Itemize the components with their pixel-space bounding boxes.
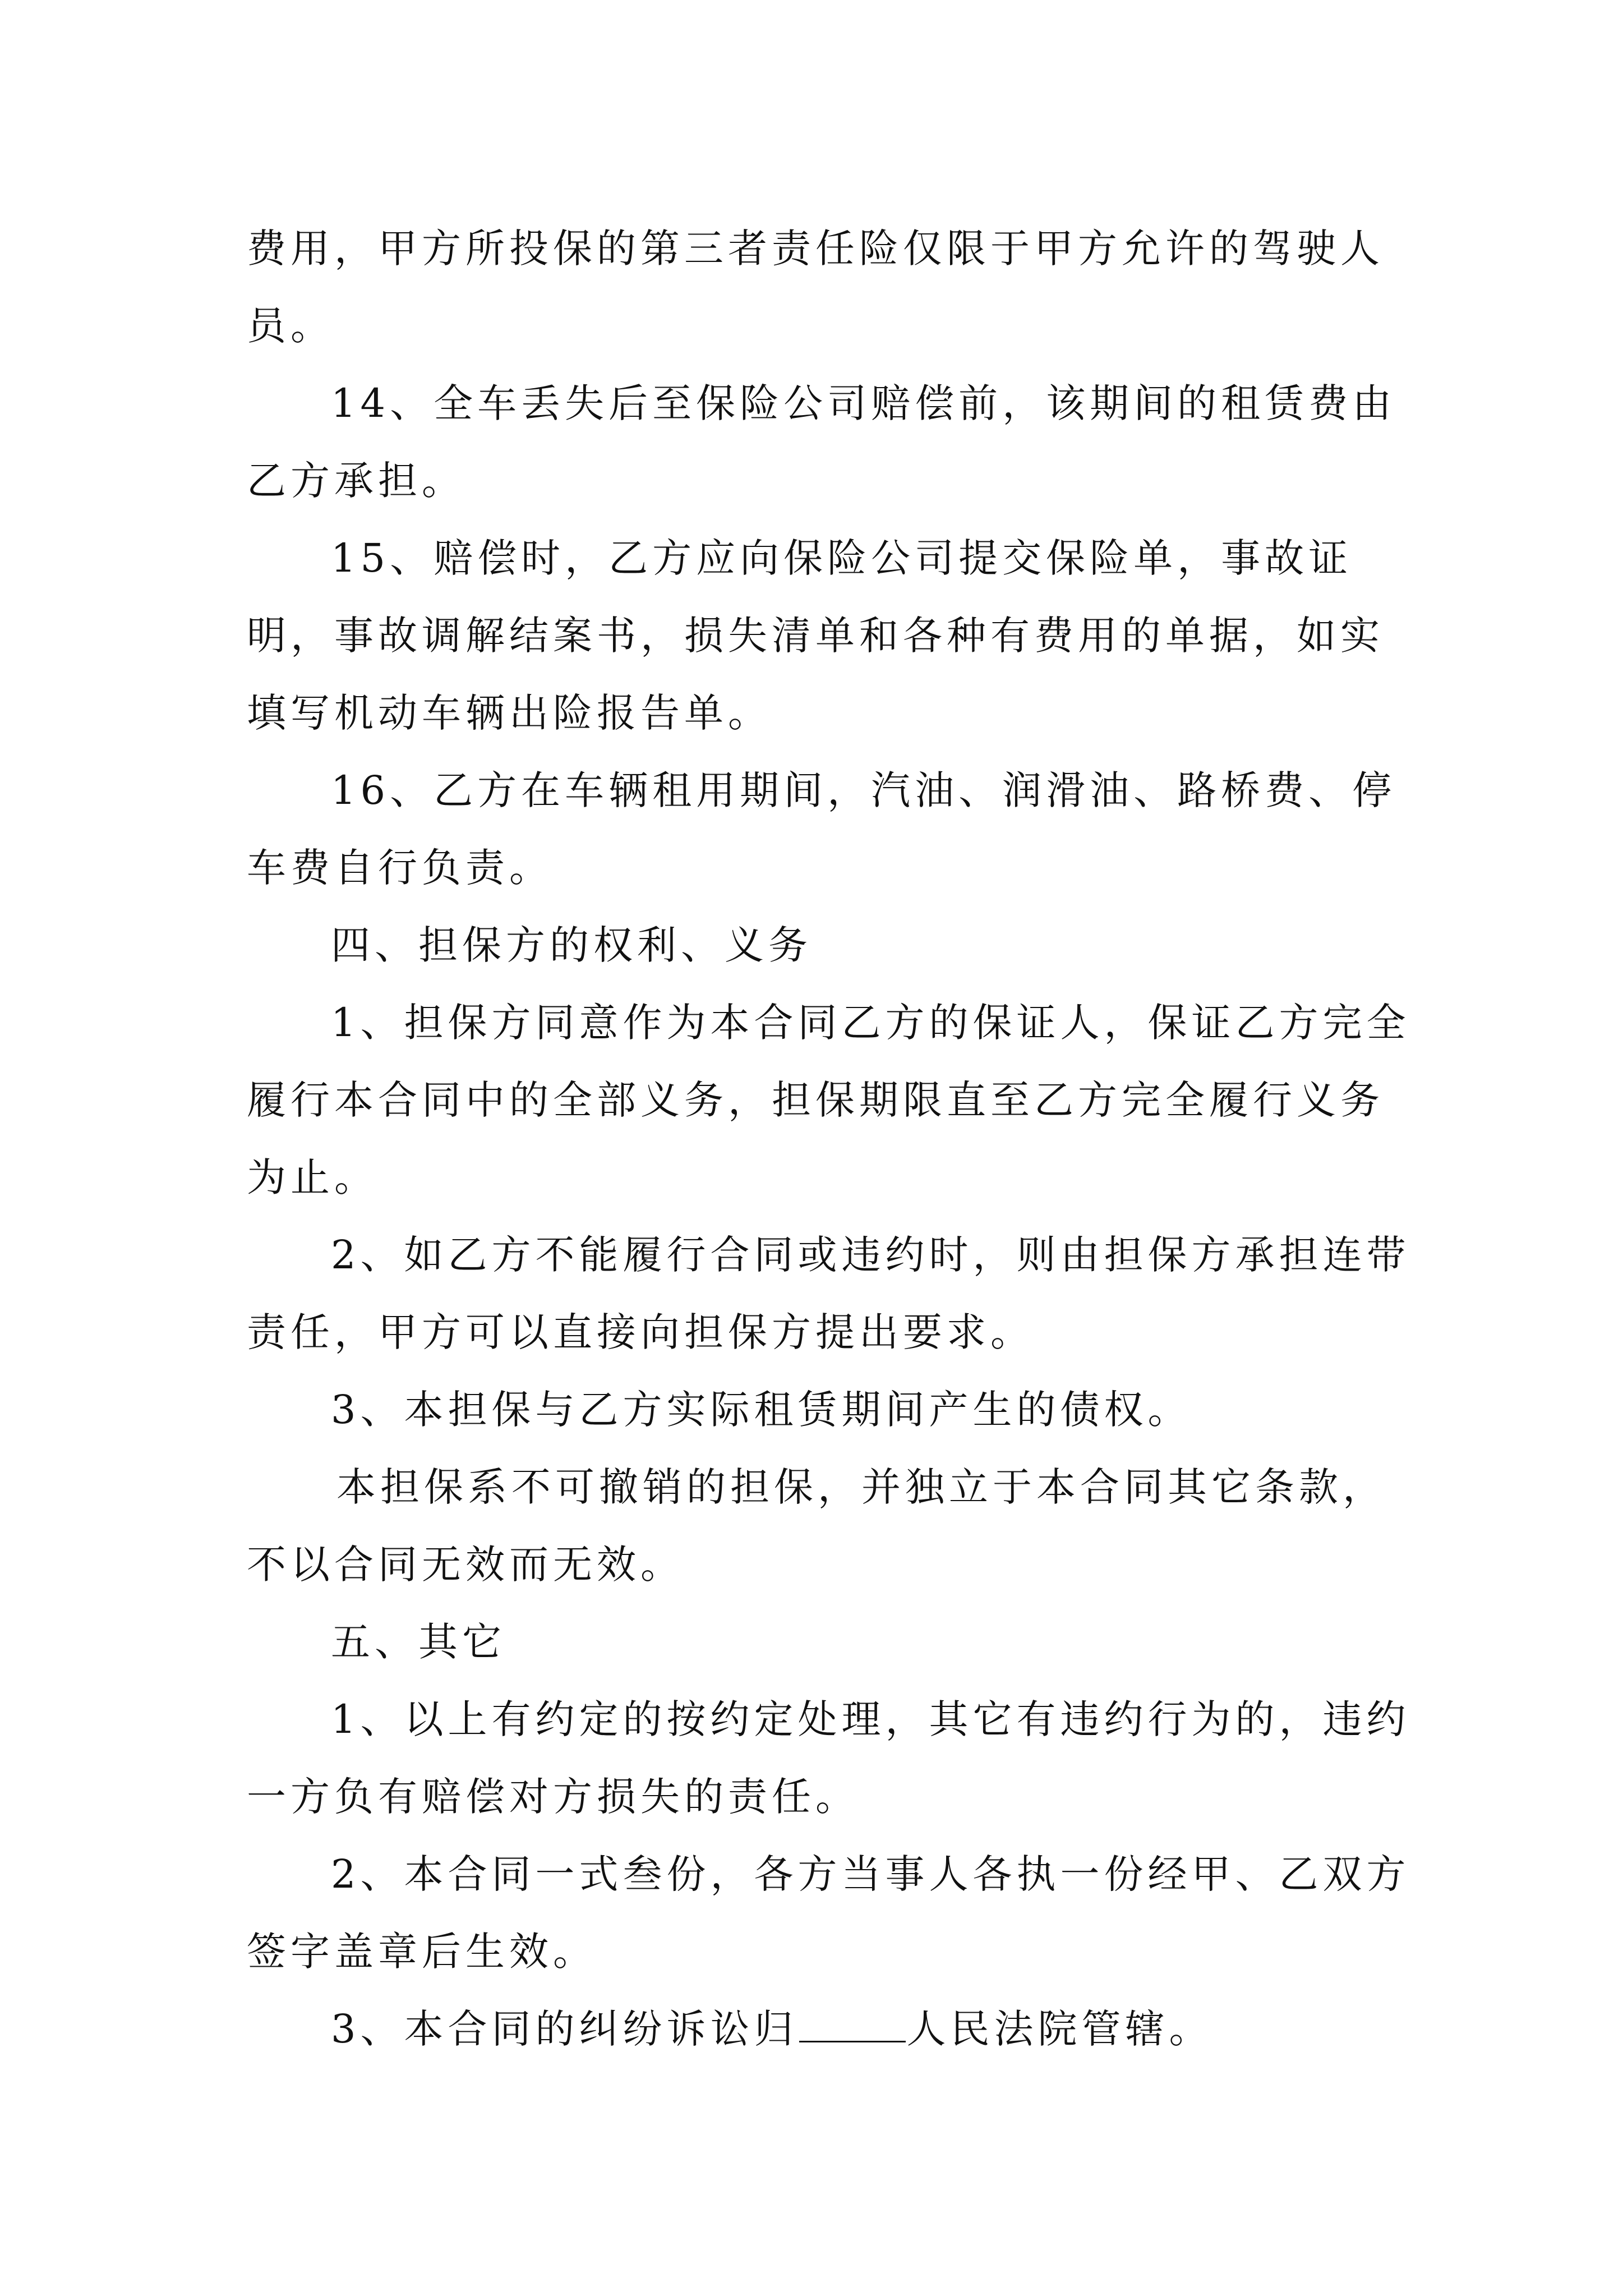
other-clause-3 — [247, 1990, 1413, 2068]
guarantor-clause-1: 1、担保方同意作为本合同乙方的保证人，保证乙方完全履行本合同中的全部义务，担保期限直至乙方完全履行义务为止。 — [247, 1000, 1410, 1200]
clause-15: 15、赔偿时，乙方应向保险公司提交保险单，事故证明，事故调解结案书，损失清单和各种有费用的单据，如实填写机动车辆出险报告单。 — [247, 535, 1384, 736]
contract-text — [247, 210, 1413, 2068]
section-heading-other: 五、其它 — [331, 1619, 506, 1665]
other-clause-1: 1、以上有约定的按约定处理，其它有违约行为的，违约一方负有赔偿对方损失的责任。 — [247, 1696, 1410, 1820]
clause-3-text-before: 3、本合同的纠纷诉讼归 — [331, 2006, 798, 2052]
court-name-blank[interactable] — [799, 2007, 906, 2042]
clause-3-text-after: 人民法院管辖。 — [906, 2006, 1213, 2052]
other-clause-2: 2、本合同一式叁份，各方当事人各执一份经甲、乙双方签字盖章后生效。 — [247, 1851, 1410, 1975]
clause-14: 14、全车丢失后至保险公司赔偿前，该期间的租赁费由乙方承担。 — [247, 380, 1396, 504]
clause-16: 16、乙方在车辆租用期间，汽油、润滑油、路桥费、停车费自行负责。 — [247, 767, 1396, 891]
guarantor-clause-2: 2、如乙方不能履行合同或违约时，则由担保方承担连带责任，甲方可以直接向担保方提出要求。 — [247, 1232, 1410, 1355]
guarantee-irrevocable: 本担保系不可撤销的担保，并独立于本合同其它条款，不以合同无效而无效。 — [247, 1464, 1386, 1588]
section-heading-guarantor: 四、担保方的权利、义务 — [331, 922, 812, 968]
paragraph-continuation: 费用，甲方所投保的第三者责任险仅限于甲方允许的驾驶人员。 — [247, 226, 1384, 349]
guarantor-clause-3: 3、本担保与乙方实际租赁期间产生的债权。 — [331, 1387, 1192, 1433]
